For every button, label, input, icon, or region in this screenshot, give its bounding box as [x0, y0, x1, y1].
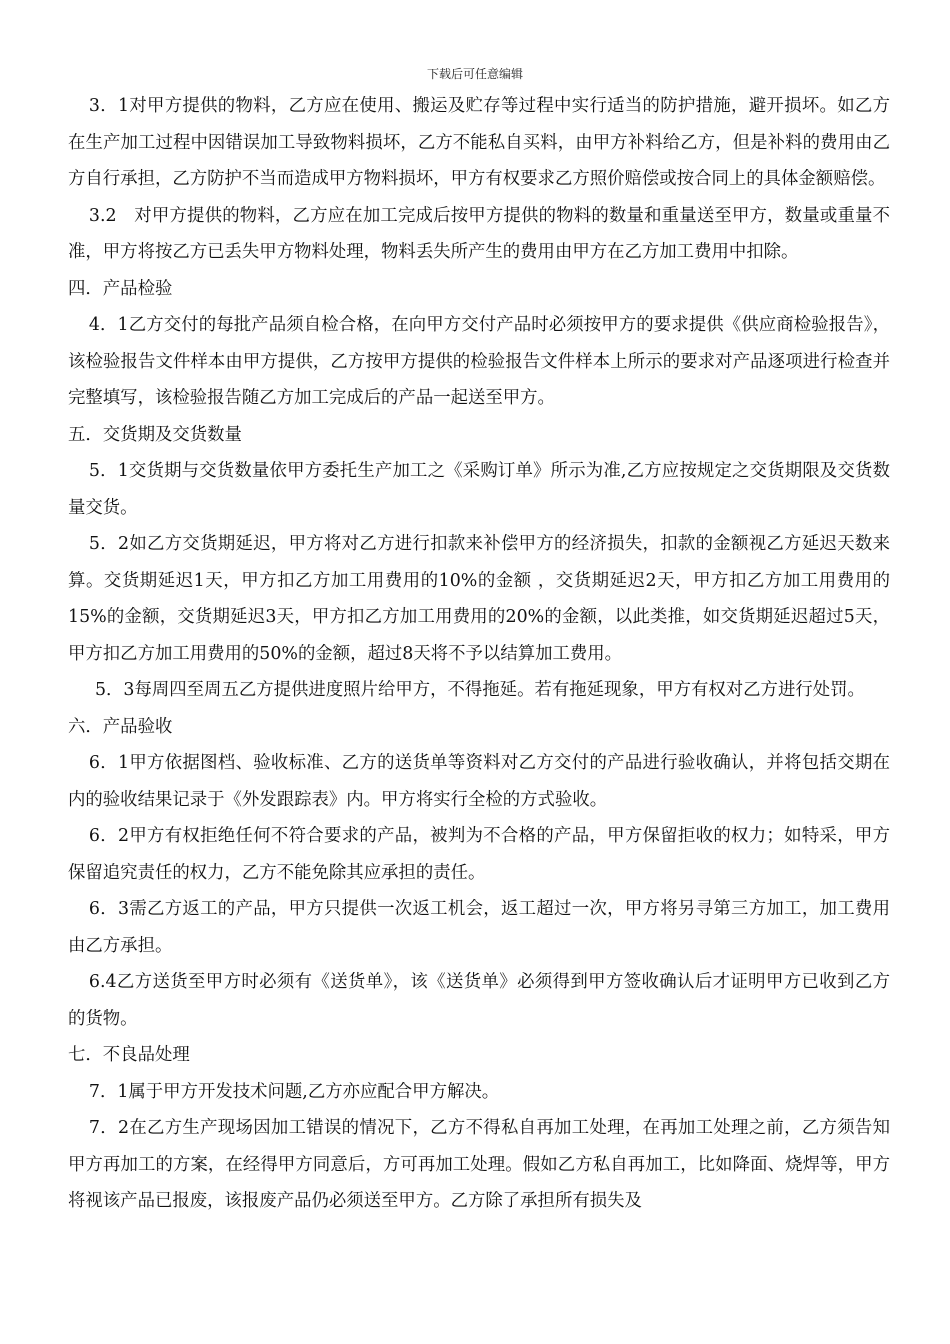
clause-4-1: 4．1乙方交付的每批产品须自检合格，在向甲方交付产品时必须按甲方的要求提供《供应商检验报告》，该检验报告文件样本由甲方提供，乙方按甲方提供的检验报告文件样本上所示的要求对产品逐项进行检查并完整填写，该检验报告随乙方加工完成后的产品一起送至甲方。: [68, 315, 890, 408]
clause-5-1: 5．1交货期与交货数量依甲方委托生产加工之《采购订单》所示为准,乙方应按规定之交货期限及交货数量交货。: [68, 461, 890, 518]
clause-7-2: 7．2在乙方生产现场因加工错误的情况下，乙方不得私自再加工处理，在再加工处理之前，乙方须告知甲方再加工的方案，在经得甲方同意后，方可再加工处理。假如乙方私自再加工，比如降面、烧焊等，甲方将视该产品已报废，该报废产品仍必须送至甲方。乙方除了承担所有损失及: [68, 1118, 890, 1211]
page-header-note: 下载后可任意编辑: [426, 67, 523, 81]
section-heading-5: 五．交货期及交货数量: [68, 424, 242, 445]
clause-6-2: 6．2甲方有权拒绝任何不符合要求的产品，被判为不合格的产品，甲方保留拒收的权力；如特采，甲方保留追究责任的权力，乙方不能免除其应承担的责任。: [68, 826, 890, 883]
section-heading-4: 四．产品检验: [68, 278, 173, 299]
clause-7-1: 7．1属于甲方开发技术问题,乙方亦应配合甲方解决。: [88, 1081, 500, 1102]
document-body: [68, 88, 890, 1220]
clause-5-3: 5．3每周四至周五乙方提供进度照片给甲方，不得拖延。若有拖延现象，甲方有权对乙方进行处罚。: [94, 680, 865, 700]
section-heading-7: 七．不良品处理: [68, 1045, 190, 1065]
clause-3-1: 3．1对甲方提供的物料，乙方应在使用、搬运及贮存等过程中实行适当的防护措施，避开损坏。如乙方在生产加工过程中因错误加工导致物料损坏，乙方不能私自买料，由甲方补料给乙方，但是补料的费用由乙方自行承担，乙方防护不当而造成甲方物料损坏，甲方有权要求乙方照价赔偿或按合同上的具体金额赔偿。: [68, 96, 890, 189]
clause-5-2: 5．2如乙方交货期延迟，甲方将对乙方进行扣款来补偿甲方的经济损失，扣款的金额视乙方延迟天数来算。交货期延迟1天，甲方扣乙方加工用费用的10%的金额 ，交货期延迟2天，甲方扣乙方加工用费用的15%的金额，交货期延迟3天，甲方扣乙方加工用费用的20%的金额，以此类推，如交货期延迟超过5天，甲方扣乙方加工用费用的50%的金额，超过8天将不予以结算加工费用。: [68, 534, 890, 664]
clause-6-4: 6.4乙方送货至甲方时必须有《送货单》，该《送货单》必须得到甲方签收确认后才证明甲方已收到乙方的货物。: [68, 972, 890, 1029]
clause-6-1: 6．1甲方依据图档、验收标准、乙方的送货单等资料对乙方交付的产品进行验收确认，并将包括交期在内的验收结果记录于《外发跟踪表》内。甲方将实行全检的方式验收。: [68, 753, 890, 810]
clause-6-3: 6．3需乙方返工的产品，甲方只提供一次返工机会，返工超过一次，甲方将另寻第三方加工，加工费用由乙方承担。: [68, 899, 890, 956]
clause-3-2: 3.2 对甲方提供的物料，乙方应在加工完成后按甲方提供的物料的数量和重量送至甲方，数量或重量不准，甲方将按乙方已丢失甲方物料处理，物料丢失所产生的费用由甲方在乙方加工费用中扣除。: [68, 205, 890, 262]
section-heading-6: 六．产品验收: [68, 716, 173, 737]
